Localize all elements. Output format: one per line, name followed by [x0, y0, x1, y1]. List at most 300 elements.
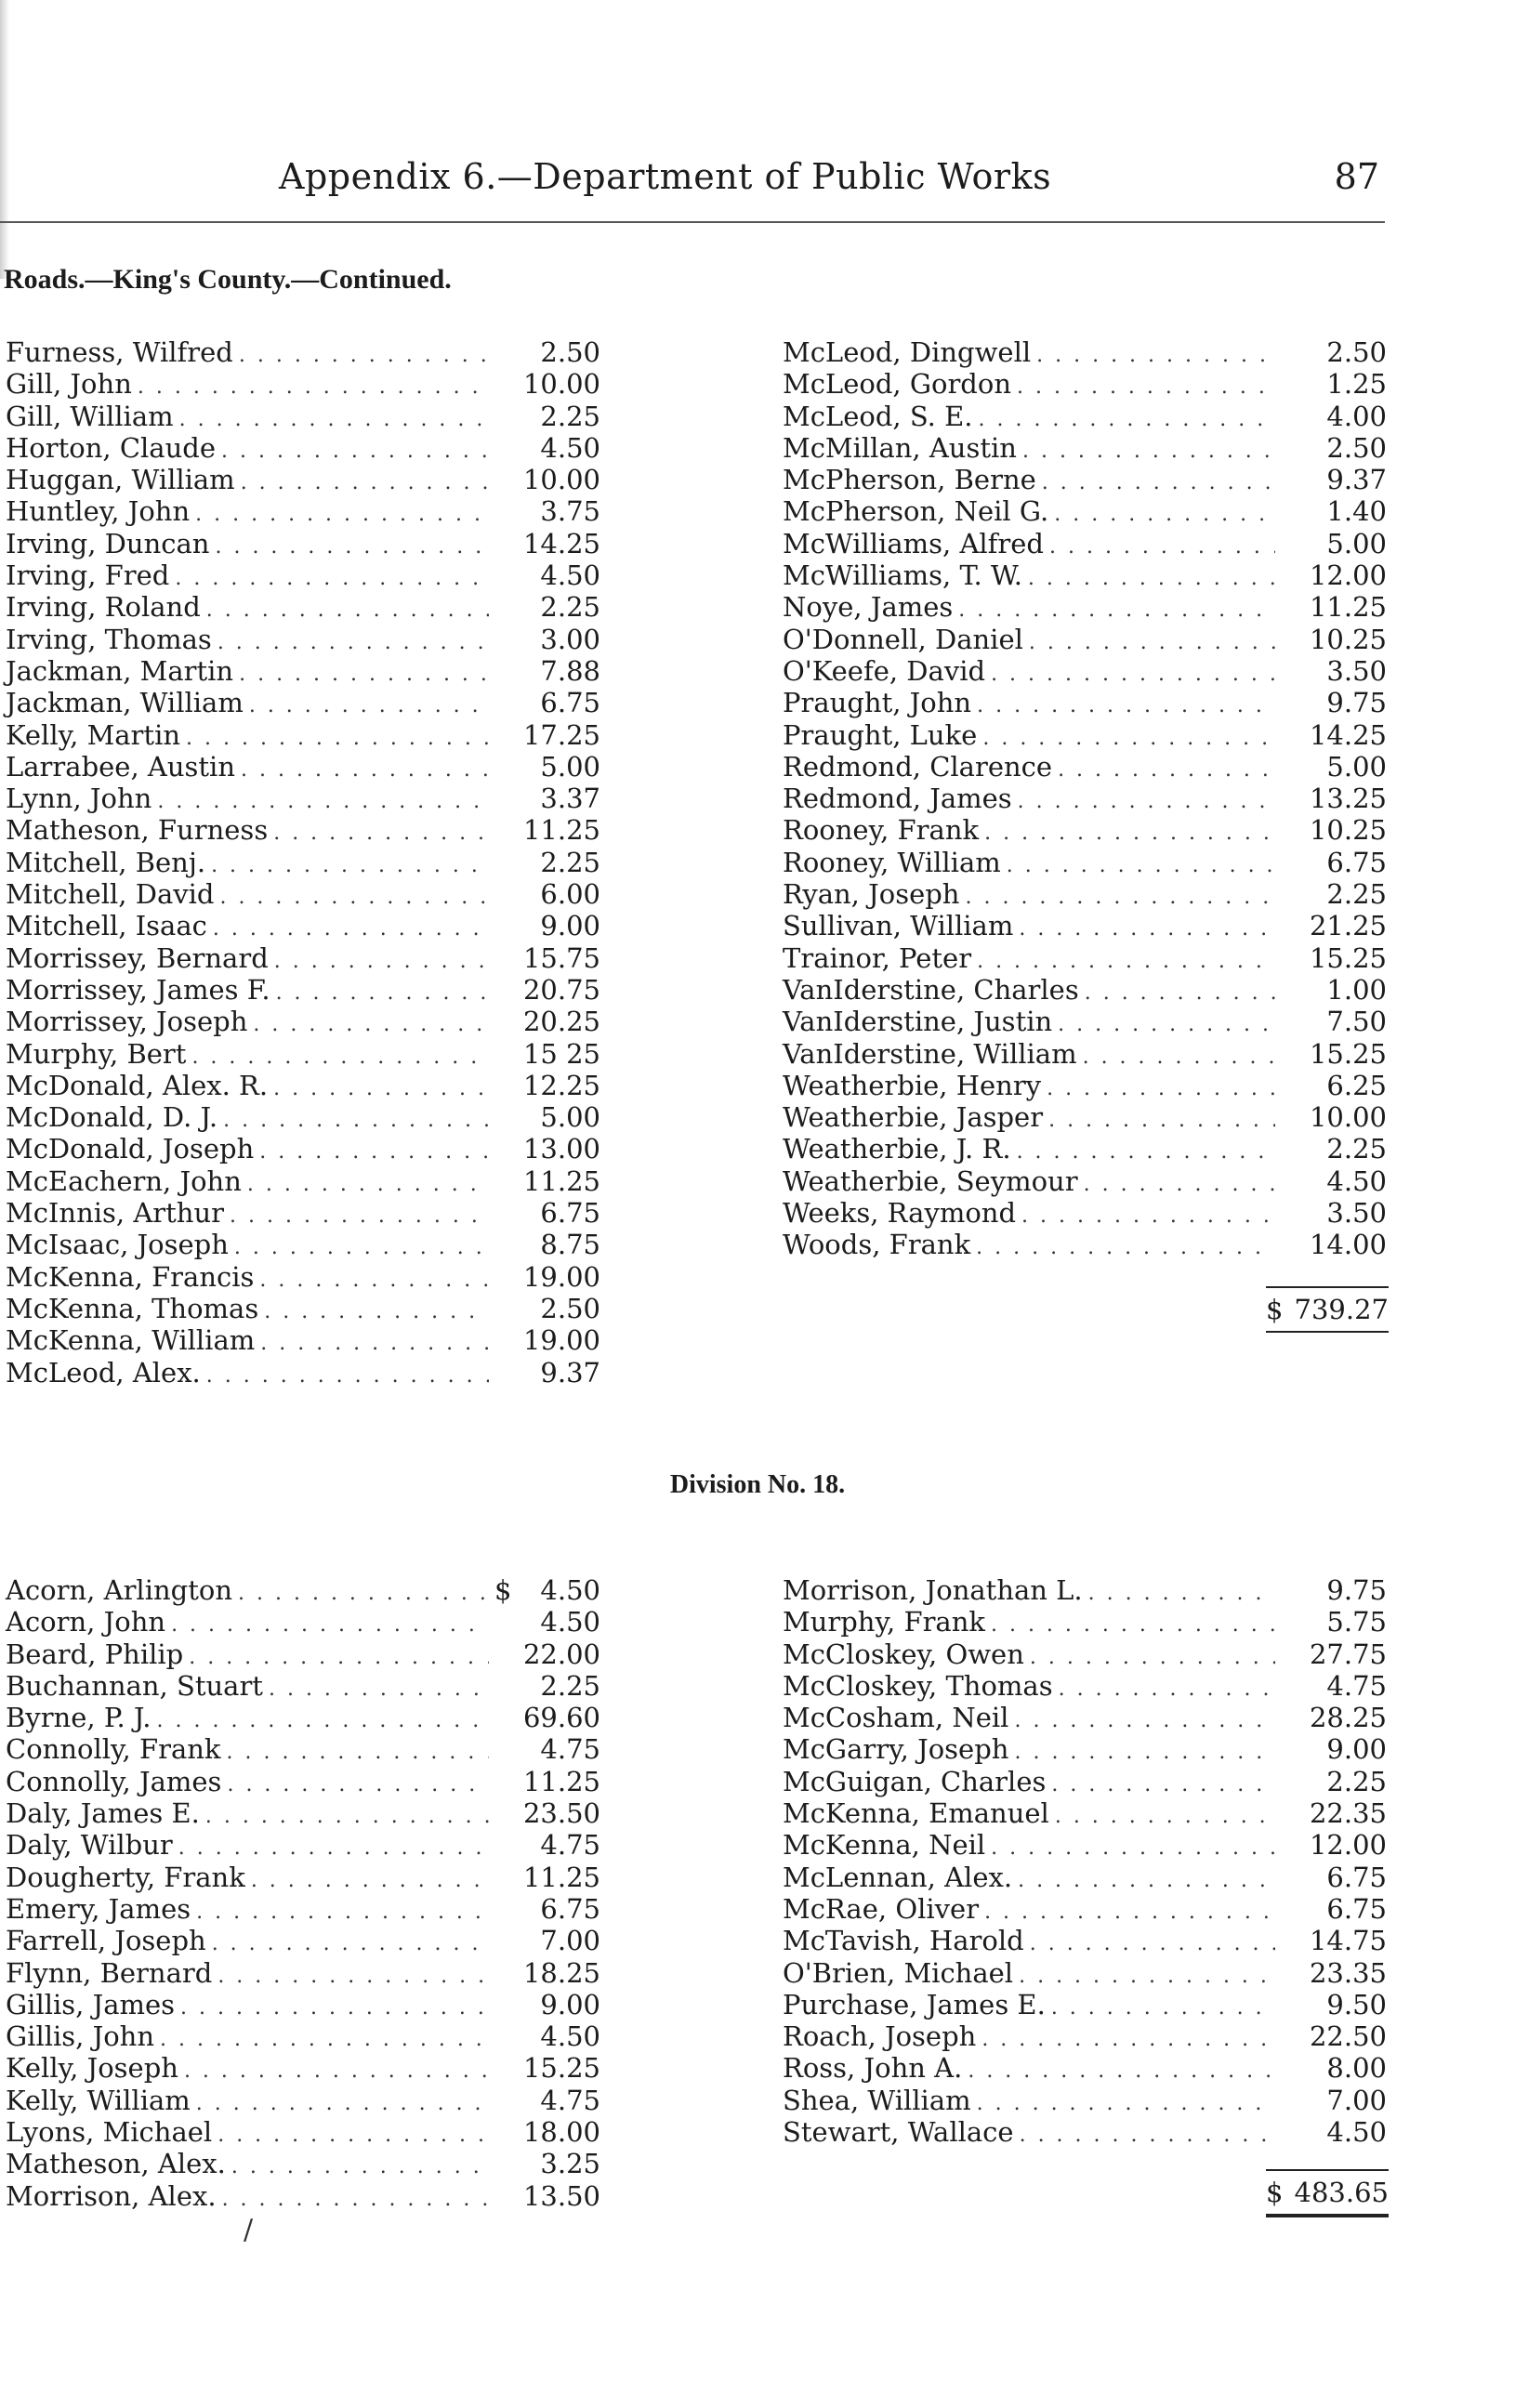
leader-dots	[259, 1265, 489, 1296]
payee-name: Mitchell, Benj.	[6, 846, 206, 878]
payee-name: Purchase, James E.	[783, 1988, 1046, 2020]
payee-name: Roach, Joseph	[783, 2020, 977, 2053]
leader-dots	[175, 563, 489, 595]
leader-dots	[230, 1201, 489, 1232]
list-item	[783, 1702, 1387, 1733]
list-item	[6, 783, 600, 814]
payment-amount: 5.75	[1326, 1606, 1387, 1638]
payee-name: Praught, Luke	[783, 718, 978, 751]
payment-amount: 13.25	[1309, 783, 1387, 815]
list-item	[6, 368, 600, 400]
payment-amount: 11.25	[522, 1861, 600, 1893]
list-item	[783, 1006, 1387, 1037]
leader-dots	[179, 404, 489, 436]
payee-name: Daly, James E.	[6, 1797, 200, 1830]
list-item	[6, 401, 600, 432]
list-item	[6, 432, 600, 464]
list-item	[783, 1766, 1387, 1797]
leader-dots	[1084, 1169, 1275, 1201]
leader-dots	[1083, 1042, 1275, 1073]
payee-name: McKenna, Neil	[783, 1829, 986, 1862]
payment-amount: 4.75	[1326, 1669, 1387, 1702]
list-item	[783, 910, 1387, 941]
leader-dots	[212, 1928, 489, 1960]
payment-amount: 3.25	[540, 2148, 600, 2180]
payee-name: McLeod, Gordon	[783, 368, 1012, 401]
payment-amount: 15.25	[522, 2052, 600, 2085]
list-item	[6, 528, 600, 559]
payment-amount: 19.00	[522, 1260, 600, 1293]
payee-name: McWilliams, T. W.	[783, 559, 1022, 592]
leader-dots	[247, 1169, 489, 1201]
payment-amount: 5.00	[540, 1101, 600, 1134]
list-item	[783, 528, 1387, 559]
payment-amount: 10.25	[1309, 814, 1387, 847]
payee-name: Murphy, Bert	[6, 1037, 187, 1070]
list-item	[6, 1324, 600, 1356]
list-item	[6, 1606, 600, 1638]
list-item	[6, 974, 600, 1006]
payment-amount: 9.50	[1326, 1988, 1387, 2020]
payee-name: Gill, John	[6, 368, 132, 401]
list-item	[6, 2148, 600, 2179]
leader-dots	[1036, 340, 1275, 372]
leader-dots	[227, 1770, 489, 1801]
payee-name: Gill, William	[6, 400, 174, 432]
payee-name: Byrne, P. J.	[6, 1702, 152, 1734]
payee-name: Morrissey, Joseph	[6, 1006, 248, 1038]
payee-name: McLeod, Dingwell	[783, 336, 1032, 368]
list-item	[6, 1862, 600, 1893]
list-item	[783, 1038, 1387, 1070]
leader-dots	[227, 1737, 489, 1769]
payee-name: McKenna, William	[6, 1324, 256, 1357]
payment-amount: 2.50	[1326, 336, 1387, 368]
payment-amount: 18.25	[522, 1956, 600, 1989]
ink-mark: /	[244, 2214, 254, 2246]
payee-name: Huggan, William	[6, 464, 235, 496]
payee-name: McGuigan, Charles	[783, 1765, 1047, 1797]
payment-amount: 1.40	[1326, 495, 1387, 528]
payment-amount: 3.75	[540, 495, 600, 528]
payment-amount: 15 25	[522, 1037, 600, 1070]
payee-name: McLeod, Alex.	[6, 1356, 201, 1388]
payment-amount: 2.25	[1326, 1133, 1387, 1165]
list-item	[6, 847, 600, 878]
list-item	[6, 1766, 600, 1797]
payment-amount: 23.50	[522, 1797, 600, 1830]
page-edge-shadow	[0, 0, 9, 279]
list-item	[783, 847, 1387, 878]
list-item	[6, 878, 600, 910]
payee-name: Irving, Roland	[6, 591, 201, 624]
list-item	[6, 2116, 600, 2148]
leader-dots	[206, 595, 489, 626]
payment-amount: 17.25	[522, 718, 600, 751]
leader-dots	[249, 691, 489, 722]
payee-name: McTavish, Harold	[783, 1925, 1024, 1957]
payment-amount: 6.75	[1326, 1861, 1387, 1893]
list-item	[6, 1357, 600, 1388]
part1-total-currency: $	[1266, 1294, 1284, 1325]
payment-amount: 2.25	[540, 1669, 600, 1702]
payment-amount: 2.50	[540, 1292, 600, 1324]
list-item	[6, 814, 600, 846]
payment-amount: 5.00	[1326, 527, 1387, 559]
payee-name: Mitchell, Isaac	[6, 910, 207, 942]
list-item	[6, 687, 600, 718]
payee-name: Redmond, Clarence	[783, 750, 1053, 783]
payment-amount: 2.25	[540, 400, 600, 432]
leader-dots	[1085, 978, 1275, 1009]
list-item	[783, 464, 1387, 495]
payee-name: McPherson, Neil G.	[783, 495, 1049, 528]
list-item	[6, 1574, 600, 1606]
payment-amount: 6.25	[1326, 1069, 1387, 1101]
section-title: Roads.—King's County.—Continued.	[4, 264, 452, 295]
header-rule	[0, 221, 1385, 223]
payment-amount: 7.50	[1326, 1006, 1387, 1038]
leader-dots	[991, 1833, 1275, 1864]
list-item	[6, 464, 600, 495]
payee-name: McWilliams, Alfred	[783, 527, 1044, 559]
leader-dots	[1014, 1737, 1275, 1769]
leader-dots	[231, 2151, 489, 2183]
payment-amount: 15.25	[1309, 941, 1387, 974]
list-item	[6, 1197, 600, 1229]
leader-dots	[259, 1137, 489, 1168]
payee-name: Morrissey, James F.	[6, 973, 270, 1006]
payee-name: Daly, Wilbur	[6, 1829, 173, 1862]
payee-name: McCosham, Neil	[783, 1702, 1009, 1734]
payee-name: Sullivan, William	[783, 910, 1014, 942]
payee-name: McEachern, John	[6, 1165, 242, 1197]
leader-dots	[1042, 467, 1275, 499]
part2-left-column	[6, 1574, 600, 2212]
payee-name: McKenna, Francis	[6, 1260, 255, 1293]
list-item	[6, 1038, 600, 1070]
payee-name: McDonald, Joseph	[6, 1133, 255, 1165]
leader-dots	[977, 2088, 1275, 2120]
payee-name: Morrison, Jonathan L.	[783, 1574, 1083, 1606]
list-item	[783, 878, 1387, 910]
leader-dots	[1021, 1201, 1275, 1232]
list-item	[6, 1702, 600, 1733]
list-item	[6, 1006, 600, 1037]
list-item	[783, 2052, 1387, 2084]
payment-amount: 20.75	[522, 973, 600, 1006]
leader-dots	[196, 1897, 489, 1928]
list-item	[6, 1133, 600, 1165]
payee-name: Mitchell, David	[6, 878, 215, 911]
payment-amount: 1.25	[1326, 368, 1387, 401]
currency-sign: $	[494, 1574, 512, 1606]
payment-amount: 19.00	[522, 1324, 600, 1357]
leader-dots	[223, 1105, 489, 1137]
list-item	[783, 783, 1387, 814]
part1-total	[1266, 1286, 1389, 1333]
list-item	[6, 336, 600, 368]
list-item	[783, 624, 1387, 655]
payee-name: McRae, Oliver	[783, 1892, 980, 1925]
payment-amount: 23.35	[1309, 1956, 1387, 1989]
payment-amount: 6.75	[1326, 846, 1387, 878]
payment-amount: 2.25	[1326, 1765, 1387, 1797]
payee-name: McMillan, Austin	[783, 431, 1017, 464]
list-item	[6, 1101, 600, 1133]
payment-amount: 9.75	[1326, 687, 1387, 719]
leader-dots	[1055, 1801, 1275, 1833]
payment-amount: 69.60	[522, 1702, 600, 1734]
payment-amount: 12.00	[1309, 559, 1387, 592]
leader-dots	[157, 786, 489, 818]
payee-name: Redmond, James	[783, 783, 1012, 815]
payment-amount: 7.00	[1326, 2084, 1387, 2116]
payment-amount: 4.50	[540, 2020, 600, 2053]
list-item	[783, 1797, 1387, 1829]
payee-name: Farrell, Joseph	[6, 1925, 206, 1957]
part2-right-column	[783, 1574, 1387, 2148]
payee-name: Emery, James	[6, 1892, 191, 1925]
payee-name: O'Brien, Michael	[783, 1956, 1014, 1989]
payment-amount: 11.25	[522, 814, 600, 847]
payment-amount: 14.00	[1309, 1229, 1387, 1261]
list-item	[6, 1989, 600, 2020]
leader-dots	[171, 1610, 489, 1641]
payment-amount: 7.00	[540, 1925, 600, 1957]
payee-name: McKenna, Emanuel	[783, 1797, 1049, 1830]
leader-dots	[186, 723, 489, 755]
leader-dots	[239, 340, 489, 372]
list-item	[6, 591, 600, 623]
payee-name: Horton, Claude	[6, 431, 216, 464]
list-item	[783, 814, 1387, 846]
list-item	[783, 1574, 1387, 1606]
leader-dots	[217, 2120, 489, 2151]
payee-name: Furness, Wilfred	[6, 336, 233, 368]
payee-name: VanIderstine, William	[783, 1037, 1077, 1070]
payment-amount: 4.75	[540, 2084, 600, 2116]
list-item	[6, 1670, 600, 1702]
payee-name: Flynn, Bernard	[6, 1956, 213, 1989]
leader-dots	[180, 1993, 489, 2024]
list-item	[6, 2052, 600, 2084]
payee-name: McIsaac, Joseph	[6, 1229, 229, 1261]
list-item	[783, 1989, 1387, 2020]
payment-amount: 3.50	[1326, 654, 1387, 687]
list-item	[6, 1165, 600, 1197]
leader-dots	[1048, 1105, 1275, 1137]
payee-name: Matheson, Alex.	[6, 2148, 226, 2180]
list-item	[783, 1862, 1387, 1893]
running-header-title: Appendix 6.—Department of Public Works	[279, 156, 1052, 197]
list-item	[6, 751, 600, 783]
payment-amount: 4.50	[540, 431, 600, 464]
payment-amount: 3.50	[1326, 1197, 1387, 1230]
payment-amount: 22.00	[522, 1638, 600, 1670]
leader-dots	[238, 1578, 489, 1610]
payment-amount: 4.50	[540, 1574, 600, 1606]
division-title: Division No. 18.	[669, 1470, 846, 1499]
payee-name: Gillis, James	[6, 1988, 176, 2020]
leader-dots	[1017, 372, 1275, 403]
leader-dots	[984, 818, 1275, 849]
list-item	[6, 624, 600, 655]
list-item	[6, 910, 600, 941]
leader-dots	[219, 882, 489, 914]
list-item	[6, 1957, 600, 1989]
list-item	[6, 1070, 600, 1101]
list-item	[783, 1829, 1387, 1861]
part2-total-rule-bottom	[1266, 2214, 1389, 2217]
leader-dots	[977, 946, 1275, 978]
leader-dots	[253, 1009, 489, 1041]
list-item	[783, 2116, 1387, 2148]
leader-dots	[1058, 755, 1275, 786]
list-item	[783, 432, 1387, 464]
payment-amount: 2.50	[1326, 431, 1387, 464]
payee-name: Morrissey, Bernard	[6, 941, 269, 974]
leader-dots	[191, 1042, 489, 1073]
payment-amount: 4.75	[540, 1829, 600, 1862]
list-item	[783, 1670, 1387, 1702]
payee-name: Praught, John	[783, 687, 972, 719]
list-item	[783, 1957, 1387, 1989]
leader-dots	[260, 1328, 489, 1360]
leader-dots	[222, 2184, 489, 2216]
leader-dots	[1018, 786, 1275, 818]
leader-dots	[221, 436, 489, 467]
leader-dots	[1030, 1928, 1275, 1960]
list-item	[6, 1733, 600, 1765]
payee-name: Connolly, James	[6, 1765, 222, 1797]
payee-name: O'Keefe, David	[783, 654, 986, 687]
payee-name: Shea, William	[783, 2084, 971, 2116]
list-item	[783, 2020, 1387, 2052]
leader-dots	[276, 978, 489, 1009]
list-item	[6, 1925, 600, 1956]
leader-dots	[984, 1897, 1275, 1928]
leader-dots	[241, 755, 489, 786]
list-item	[783, 495, 1387, 527]
leader-dots	[991, 1610, 1275, 1641]
payment-amount: 4.50	[540, 1606, 600, 1638]
list-item	[6, 655, 600, 687]
payment-amount: 4.50	[1326, 2116, 1387, 2149]
leader-dots	[273, 1073, 489, 1105]
payee-name: Weatherbie, J. R.	[783, 1133, 1011, 1165]
leader-dots	[1054, 499, 1275, 531]
payee-name: Jackman, William	[6, 687, 244, 719]
leader-dots	[264, 1296, 489, 1328]
payment-amount: 8.75	[540, 1229, 600, 1261]
leader-dots	[205, 1801, 489, 1833]
payee-name: McLennan, Alex.	[783, 1861, 1013, 1893]
payment-amount: 22.35	[1309, 1797, 1387, 1830]
payment-amount: 7.88	[540, 654, 600, 687]
payee-name: Weatherbie, Jasper	[783, 1101, 1044, 1134]
list-item	[6, 495, 600, 527]
leader-dots	[1049, 532, 1275, 563]
leader-dots	[1019, 1961, 1275, 1993]
list-item	[783, 368, 1387, 400]
payee-name: McDonald, D. J.	[6, 1101, 218, 1134]
part1-total-amount: 739.27	[1294, 1294, 1389, 1325]
payment-amount: 13.00	[522, 1133, 600, 1165]
payment-amount: 14.75	[1309, 1925, 1387, 1957]
leader-dots	[217, 1961, 489, 1993]
list-item	[783, 719, 1387, 751]
list-item	[783, 1606, 1387, 1638]
payee-name: Weatherbie, Henry	[783, 1069, 1042, 1101]
leader-dots	[234, 1232, 489, 1264]
payee-name: Larrabee, Austin	[6, 750, 235, 783]
leader-dots	[968, 2056, 1275, 2087]
payment-amount: 6.75	[540, 1197, 600, 1230]
list-item	[783, 1070, 1387, 1101]
payment-amount: 27.75	[1309, 1638, 1387, 1670]
payment-amount: 4.50	[1326, 1165, 1387, 1197]
payment-amount: 28.25	[1309, 1702, 1387, 1734]
payment-amount: 2.25	[1326, 878, 1387, 911]
payment-amount: 11.25	[1309, 591, 1387, 624]
payee-name: Connolly, Frank	[6, 1733, 221, 1766]
payee-name: O'Donnell, Daniel	[783, 623, 1023, 655]
list-item	[783, 401, 1387, 432]
leader-dots	[215, 532, 489, 563]
leader-dots	[217, 627, 489, 659]
leader-dots	[1007, 850, 1275, 882]
payment-amount: 14.25	[1309, 718, 1387, 751]
payee-name: Matheson, Furness	[6, 814, 269, 847]
leader-dots	[1017, 1137, 1275, 1168]
payee-name: VanIderstine, Charles	[783, 973, 1079, 1006]
payee-name: Lyons, Michael	[6, 2116, 213, 2149]
list-item	[783, 1638, 1387, 1670]
payment-amount: 3.37	[540, 783, 600, 815]
payee-name: Lynn, John	[6, 783, 152, 815]
leader-dots	[1028, 563, 1275, 595]
list-item	[783, 942, 1387, 974]
part2-total-amount: 483.65	[1294, 2177, 1389, 2208]
payee-name: McCloskey, Owen	[783, 1638, 1024, 1670]
leader-dots	[981, 2024, 1275, 2056]
payment-amount: 21.25	[1309, 910, 1387, 942]
payment-amount: 9.00	[540, 910, 600, 942]
part2-total-currency: $	[1266, 2177, 1284, 2208]
list-item	[783, 687, 1387, 718]
list-item	[783, 591, 1387, 623]
payment-amount: 14.25	[522, 527, 600, 559]
list-item	[6, 2020, 600, 2052]
payment-amount: 11.25	[522, 1165, 600, 1197]
part1-left-column	[6, 336, 600, 1388]
part1-total-rule-bottom	[1266, 1331, 1389, 1333]
payment-amount: 6.75	[540, 1892, 600, 1925]
payee-name: Kelly, Martin	[6, 718, 181, 751]
payee-name: McCloskey, Thomas	[783, 1669, 1053, 1702]
payee-name: McLeod, S. E.	[783, 400, 973, 432]
payee-name: Woods, Frank	[783, 1229, 971, 1261]
payee-name: Kelly, Joseph	[6, 2052, 178, 2085]
payee-name: Weatherbie, Seymour	[783, 1165, 1078, 1197]
list-item	[6, 1638, 600, 1670]
list-item	[6, 2085, 600, 2116]
payment-amount: 6.00	[540, 878, 600, 911]
payment-amount: 8.00	[1326, 2052, 1387, 2085]
payment-amount: 6.75	[540, 687, 600, 719]
leader-dots	[138, 372, 489, 403]
